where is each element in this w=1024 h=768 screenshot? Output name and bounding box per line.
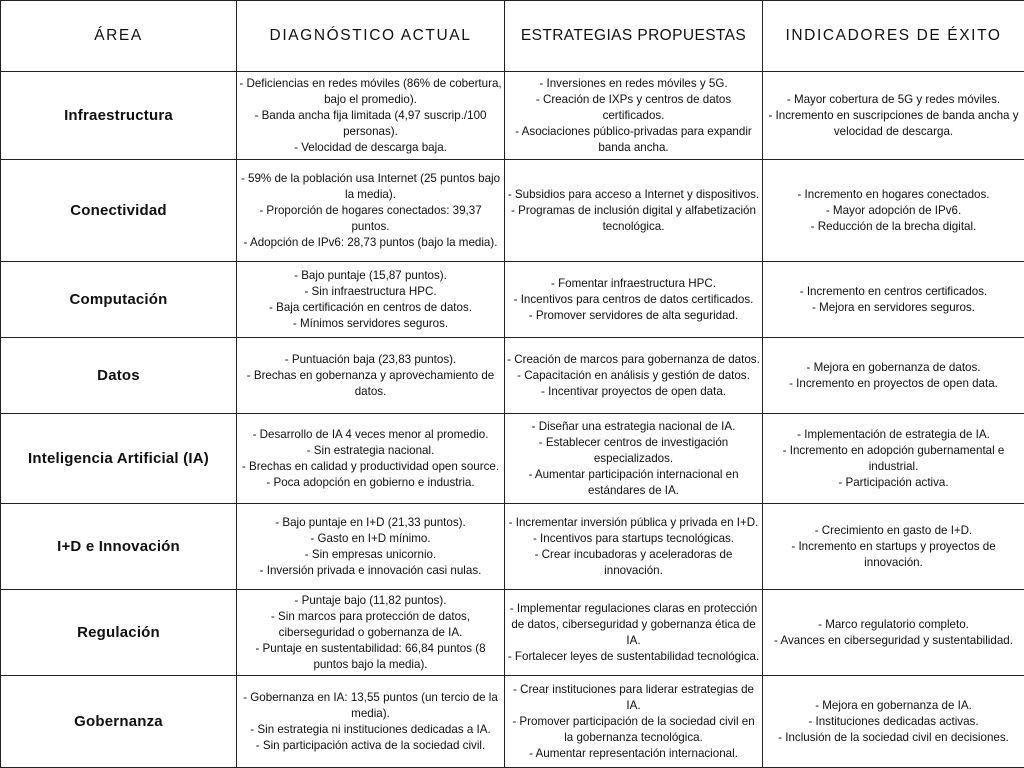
table-row [1, 338, 1024, 414]
diagnostico-cell [237, 262, 505, 338]
estrategias-cell [505, 72, 763, 160]
estrategias-cell [505, 676, 763, 768]
cell-line: - Poca adopción en gobierno e industria. [266, 475, 475, 489]
indicadores-cell [763, 160, 1024, 262]
table-row [1, 414, 1024, 504]
cell-line: - Brechas en gobernanza y aprovechamiento de datos. [246, 368, 495, 398]
cell-line: - Gobernanza en IA: 13,55 puntos (un tercio de la media). [243, 690, 498, 720]
cell-line: - Brechas en calidad y productividad open source. [241, 459, 500, 473]
cell-line: - Sin estrategia ni instituciones dedicadas a IA. [250, 722, 491, 736]
header-indicadores: INDICADORES DE ÉXITO [763, 1, 1024, 72]
cell-line: - Sin estrategia nacional. [306, 443, 435, 457]
header-area: ÁREA [1, 1, 237, 72]
cell-line: - Incentivos para startups tecnológicas. [532, 531, 735, 545]
cell-line: - Incremento en centros certificados. [799, 284, 988, 298]
cell-line: - Sin participación activa de la sociedad civil. [255, 738, 486, 752]
cell-line: - Programas de inclusión digital y alfabetización tecnológica. [511, 203, 756, 233]
diagnostico-cell [237, 160, 505, 262]
cell-line: - Incremento en adopción gubernamental e industrial. [782, 443, 1005, 473]
cell-line: - Asociaciones público-privadas para expandir banda ancha. [515, 124, 752, 154]
cell-line: - Mejora en servidores seguros. [811, 300, 976, 314]
cell-line: - Puntaje bajo (11,82 puntos). [294, 593, 447, 607]
table-row [1, 504, 1024, 590]
cell-line: - Puntuación baja (23,83 puntos). [284, 352, 457, 366]
cell-line: - Avances en ciberseguridad y sustentabilidad. [774, 633, 1013, 647]
area-cell: Regulación [1, 590, 237, 676]
cell-line: - Fortalecer leyes de sustentabilidad tecnológica. [507, 649, 760, 663]
cell-line: - Subsidios para acceso a Internet y dispositivos. [507, 187, 760, 201]
indicadores-cell [763, 676, 1024, 768]
cell-line: - Baja certificación en centros de datos. [269, 300, 472, 314]
indicadores-cell [763, 262, 1024, 338]
cell-line: - Capacitación en análisis y gestión de datos. [517, 368, 750, 382]
header-diagnostico: DIAGNÓSTICO ACTUAL [237, 1, 505, 72]
diagnostico-cell [237, 590, 505, 676]
cell-line: - Instituciones dedicadas activas. [808, 714, 979, 728]
cell-line: - Reducción de la brecha digital. [810, 219, 977, 233]
cell-line: - Marco regulatorio completo. [818, 617, 969, 631]
indicadores-cell [763, 414, 1024, 504]
cell-line: - Sin empresas unicornio. [304, 547, 437, 561]
indicadores-cell [763, 504, 1024, 590]
cell-line: - Inversiones en redes móviles y 5G. [539, 76, 728, 90]
cell-line: - Incremento en hogares conectados. [797, 187, 990, 201]
cell-line: - Mínimos servidores seguros. [292, 316, 449, 330]
diagnostico-cell [237, 504, 505, 590]
cell-line: - Sin marcos para protección de datos, ciberseguridad o gobernanza de IA. [270, 609, 471, 639]
cell-line: - Incremento en startups y proyectos de innovación. [791, 539, 996, 569]
area-cell: Datos [1, 338, 237, 414]
cell-line: - Mejora en gobernanza de datos. [806, 360, 981, 374]
cell-line: - Implementar regulaciones claras en protección de datos, ciberseguridad y gobernanza ética de IA. [509, 601, 758, 647]
cell-line: - Creación de marcos para gobernanza de datos. [507, 352, 760, 366]
cell-line: - Bajo puntaje (15,87 puntos). [294, 268, 447, 282]
estrategias-cell [505, 160, 763, 262]
cell-line: - Crear instituciones para liderar estrategias de IA. [512, 682, 754, 712]
cell-line: - Fomentar infraestructura HPC. [551, 276, 716, 290]
cell-line: - Incremento en suscripciones de banda ancha y velocidad de descarga. [768, 108, 1019, 138]
estrategias-cell [505, 590, 763, 676]
area-cell: I+D e Innovación [1, 504, 237, 590]
cell-line: - Incentivar proyectos de open data. [541, 384, 726, 398]
cell-line: - Proporción de hogares conectados: 39,37 puntos. [259, 203, 482, 233]
cell-line: - Aumentar participación internacional en estándares de IA. [528, 467, 739, 497]
cell-line: - Gasto en I+D mínimo. [310, 531, 431, 545]
cell-line: - Incrementar inversión pública y privada en I+D. [508, 515, 759, 529]
cell-line: - Promover servidores de alta seguridad. [528, 308, 739, 322]
diagnostico-cell [237, 338, 505, 414]
header-row [1, 1, 1024, 72]
diagnostico-cell [237, 676, 505, 768]
cell-line: - Banda ancha fija limitada (4,97 suscrip./100 personas). [254, 108, 487, 138]
cell-line: - Crecimiento en gasto de I+D. [814, 523, 973, 537]
estrategias-cell [505, 262, 763, 338]
cell-line: - Inclusión de la sociedad civil en decisiones. [778, 730, 1009, 744]
cell-line: - Aumentar representación internacional. [529, 746, 738, 760]
area-cell: Inteligencia Artificial (IA) [1, 414, 237, 504]
cell-line: - Deficiencias en redes móviles (86% de cobertura, bajo el promedio). [239, 76, 502, 106]
table-row [1, 160, 1024, 262]
diagnostico-cell [237, 414, 505, 504]
cell-line: - Mayor cobertura de 5G y redes móviles. [786, 92, 1001, 106]
cell-line: - Mejora en gobernanza de IA. [815, 698, 972, 712]
area-cell: Computación [1, 262, 237, 338]
header-estrategias: ESTRATEGIAS PROPUESTAS [505, 1, 763, 72]
cell-line: - Bajo puntaje en I+D (21,33 puntos). [275, 515, 466, 529]
cell-line: - Diseñar una estrategia nacional de IA. [531, 419, 736, 433]
cell-line: - Promover participación de la sociedad civil en la gobernanza tecnológica. [512, 714, 755, 744]
cell-line: - Puntaje en sustentabilidad: 66,84 puntos (8 puntos bajo la media). [255, 641, 486, 671]
cell-line: - Mayor adopción de IPv6. [825, 203, 962, 217]
cell-line: - Desarrollo de IA 4 veces menor al promedio. [252, 427, 489, 441]
cell-line: - Velocidad de descarga baja. [294, 140, 447, 154]
estrategias-cell [505, 338, 763, 414]
cell-line: - Participación activa. [838, 475, 949, 489]
indicadores-cell [763, 338, 1024, 414]
indicadores-cell [763, 590, 1024, 676]
cell-line: - Implementación de estrategia de IA. [797, 427, 990, 441]
cell-line: - Sin infraestructura HPC. [304, 284, 437, 298]
cell-line: - Crear incubadoras y aceleradoras de innovación. [534, 547, 733, 577]
indicadores-cell [763, 72, 1024, 160]
cell-line: - Incentivos para centros de datos certificados. [513, 292, 754, 306]
cell-line: - Inversión privada e innovación casi nulas. [259, 563, 482, 577]
area-cell: Conectividad [1, 160, 237, 262]
table-row [1, 262, 1024, 338]
cell-line: - Creación de IXPs y centros de datos certificados. [535, 92, 732, 122]
cell-line: - Incremento en proyectos de open data. [789, 376, 998, 390]
diagnostico-cell [237, 72, 505, 160]
table-row [1, 590, 1024, 676]
estrategias-cell [505, 414, 763, 504]
cell-line: - Adopción de IPv6: 28,73 puntos (bajo la media). [243, 235, 498, 249]
area-cell: Infraestructura [1, 72, 237, 160]
table-row [1, 72, 1024, 160]
cell-line: - 59% de la población usa Internet (25 puntos bajo la media). [240, 171, 501, 201]
estrategias-cell [505, 504, 763, 590]
area-cell: Gobernanza [1, 676, 237, 768]
cell-line: - Establecer centros de investigación especializados. [538, 435, 729, 465]
table-row [1, 676, 1024, 768]
